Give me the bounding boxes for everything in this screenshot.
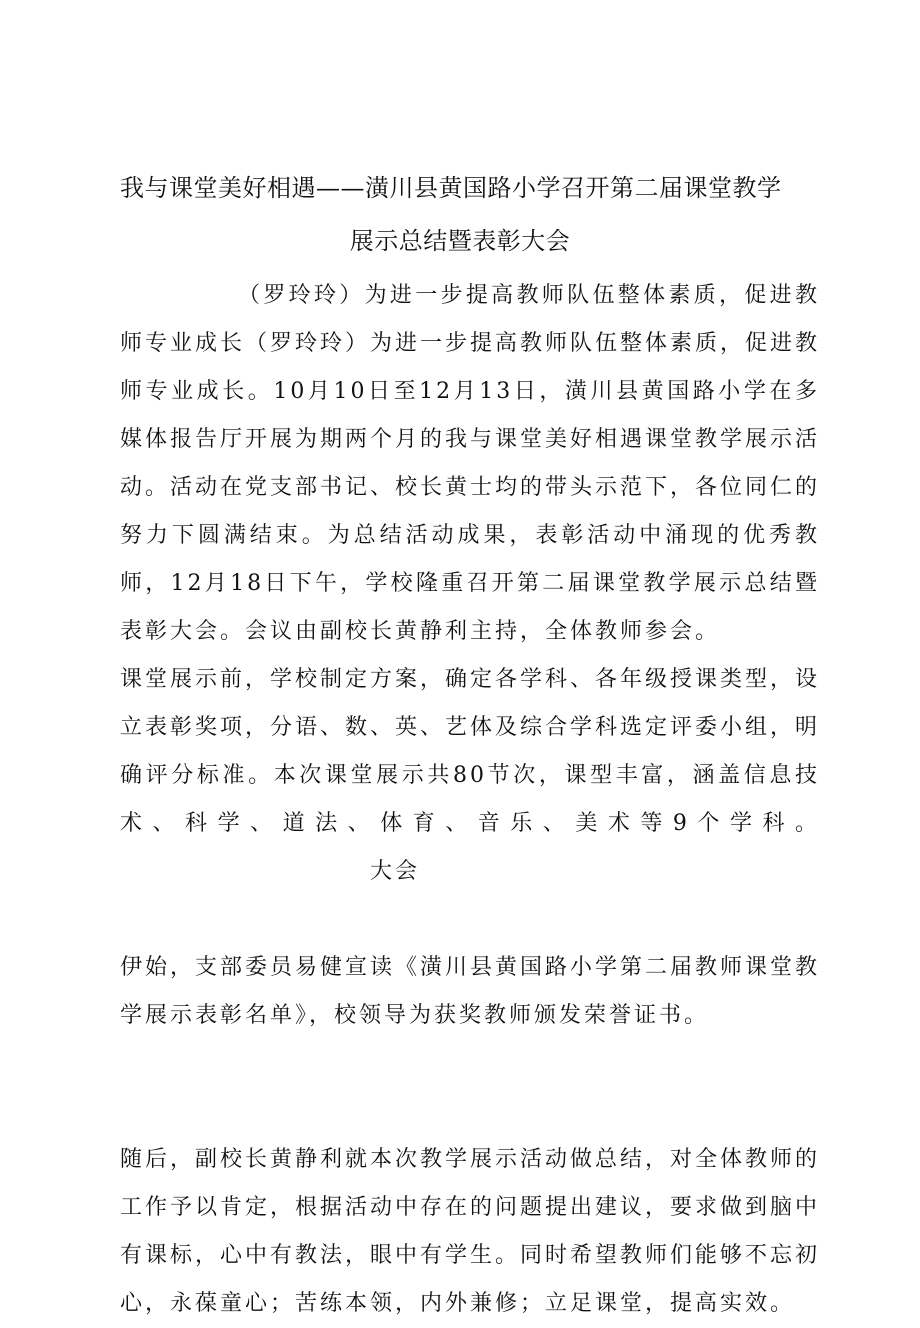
paragraph-preparation <box>120 656 820 896</box>
paragraph-ceremony: 伊始，支部委员易健宣读《潢川县黄国路小学第二届教师课堂教学展示表彰名单》，校领导为获奖教师颁发荣誉证书。 <box>120 955 821 1028</box>
paragraph-preparation-tail: 大会 <box>369 859 420 884</box>
paragraph-summary: 随后，副校长黄静利就本次教学展示活动做总结，对全体教师的工作予以肯定，根据活动中存在的问题提出建议，要求做到脑中有课标，心中有教法，眼中有学生。同时希望教师们能够不忘初心，永葆童心；苦练本领，内外兼修；立足课堂，提高实效。 <box>120 1147 821 1316</box>
paragraph-intro: （罗玲玲）为进一步提高教师队伍整体素质，促进教师专业成长（罗玲玲）为进一步提高教师队伍整体素质，促进教师专业成长。10月10日至12月13日，潢川县黄国路小学在多媒体报告厅开展为期两个月的我与课堂美好相遇课堂教学展示活动。活动在党支部书记、校长黄士均的带头示范下，各位同仁的努力下圆满结束。为总结活动成果，表彰活动中涌现的优秀教师，12月18日下午，学校隆重召开第二届课堂教学展示总结暨表彰大会。会议由副校长黄静利主持，全体教师参会。 <box>120 283 821 644</box>
document-title-line1: 我与课堂美好相遇——潢川县黄国路小学召开第二届课堂教学 <box>120 174 782 202</box>
paragraph-preparation-text: 课堂展示前，学校制定方案，确定各学科、各年级授课类型，设立表彰奖项，分语、数、英、艺体及综合学科选定评委小组，明确评分标准。本次课堂展示共80节次，课型丰富，涵盖信息技术、科学、道法、体育、音乐、美术等9个学科。 <box>120 667 821 836</box>
document-title-line2: 展示总结暨表彰大会 <box>349 227 571 255</box>
